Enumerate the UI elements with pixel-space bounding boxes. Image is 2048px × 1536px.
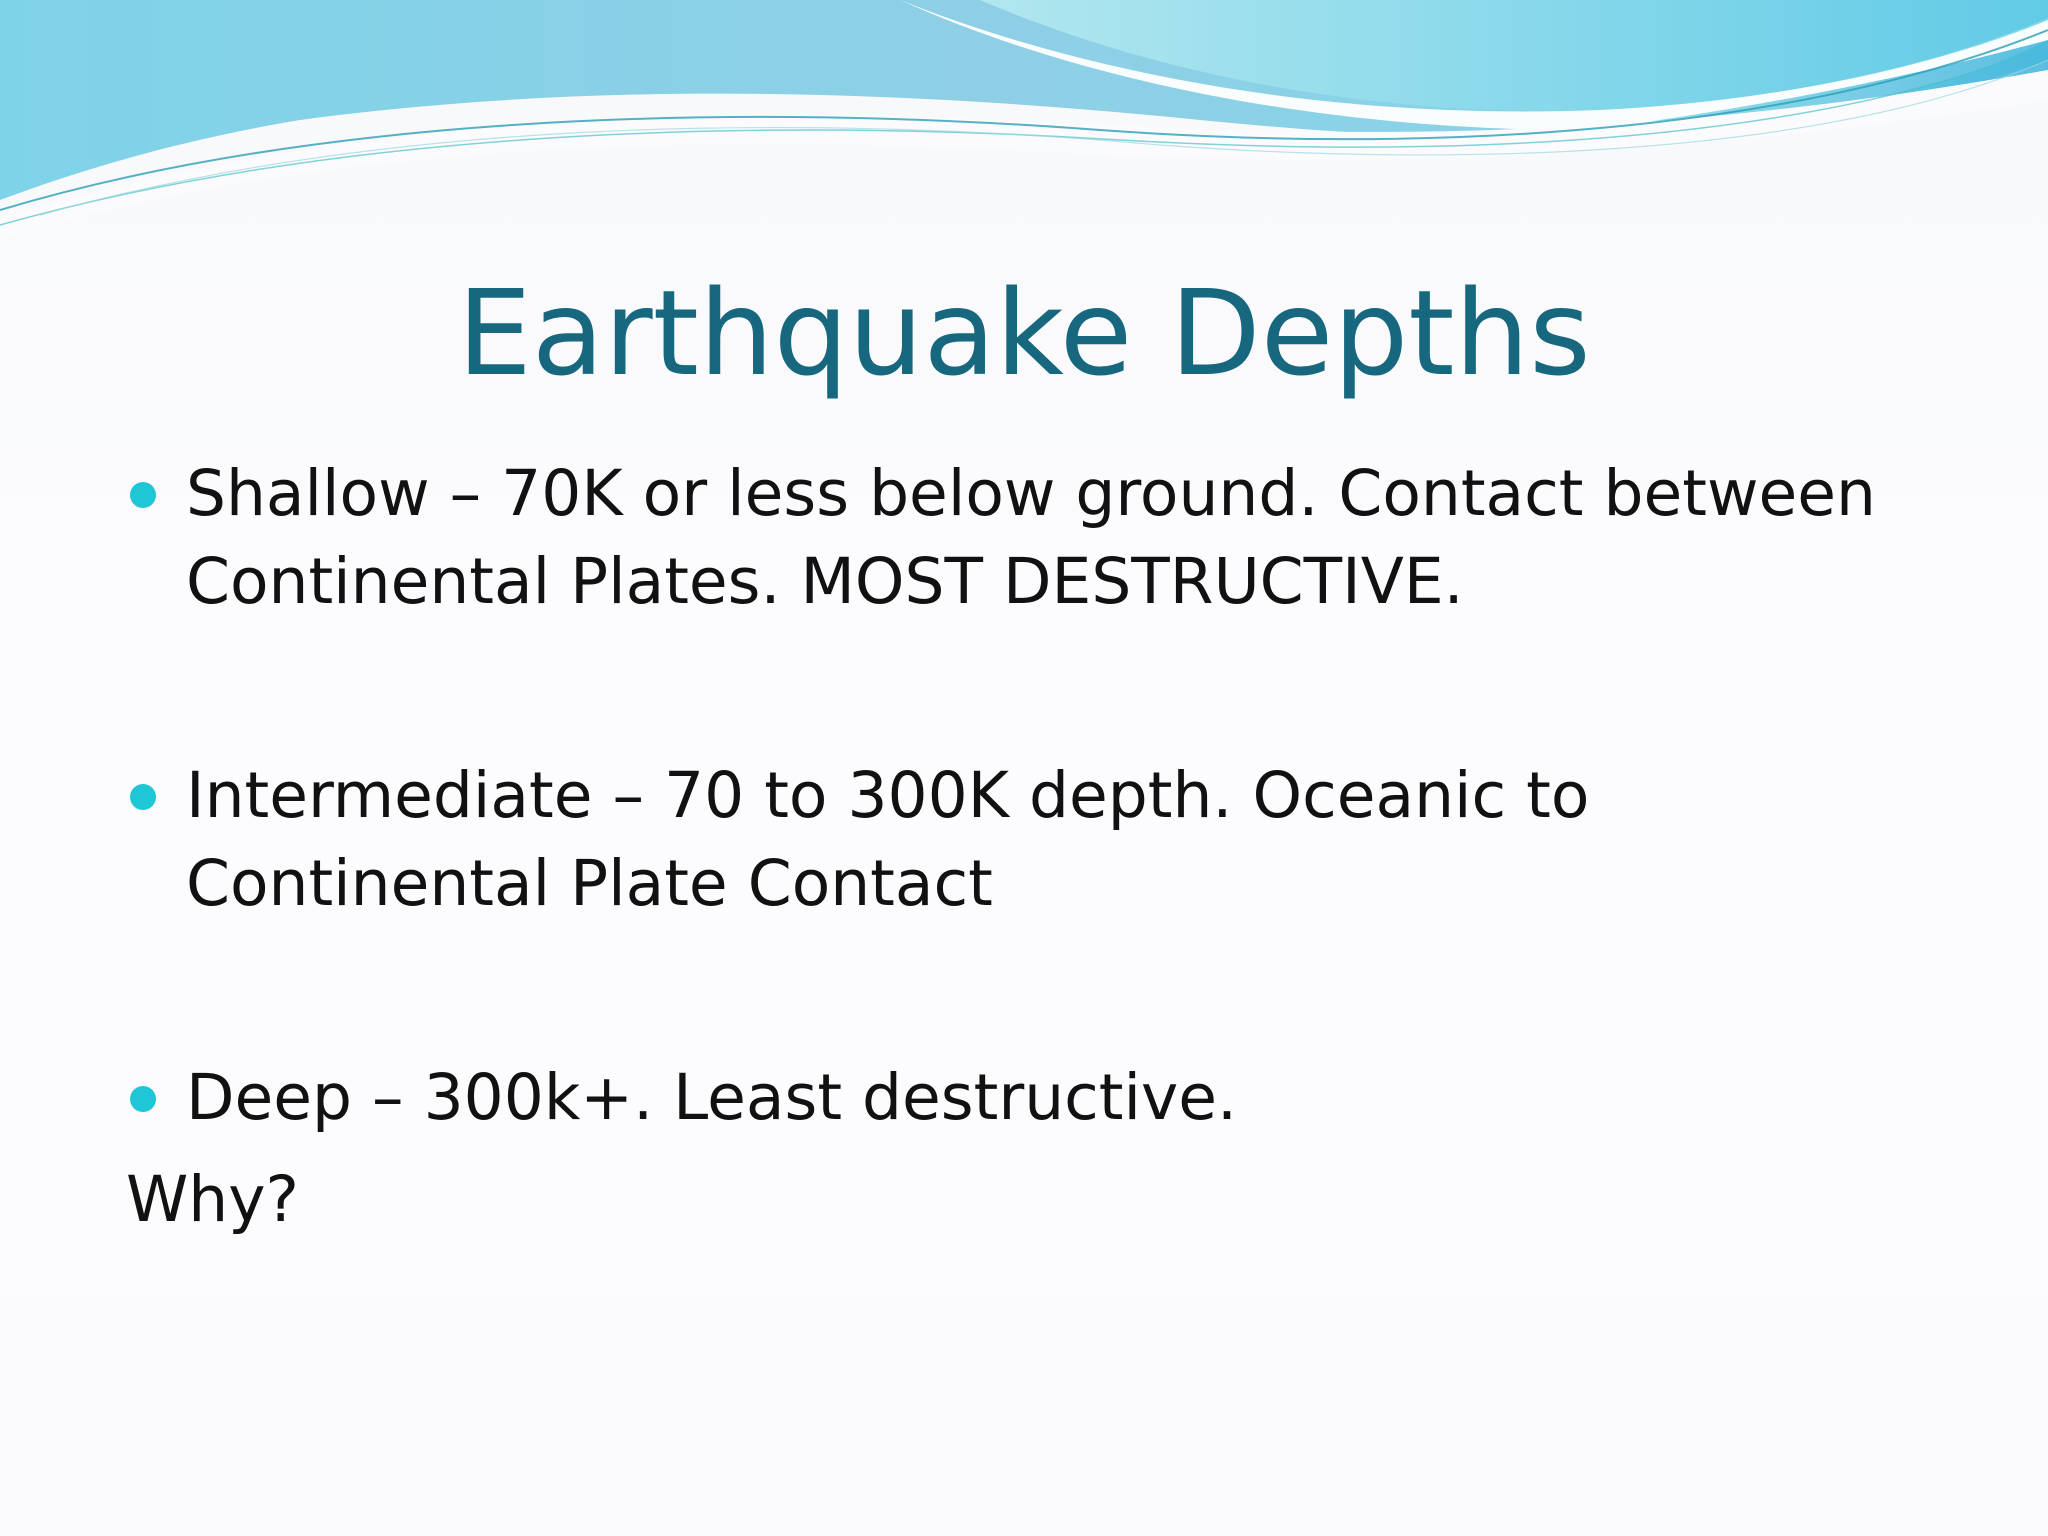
bullet-deep: [126, 1054, 1966, 1142]
bullet-list: [126, 450, 1966, 1142]
slide-title: Earthquake Depths: [457, 264, 1591, 402]
bullet-intermediate: [126, 752, 1966, 928]
bullet-text: Shallow – 70K or less below ground. Contact between Continental Plates. MOST DESTRUCTIVE.: [186, 457, 1876, 618]
bullet-dot-icon: [130, 784, 156, 810]
question-text: Why?: [126, 1163, 299, 1236]
bullet-dot-icon: [130, 482, 156, 508]
wave-banner-decoration: [0, 0, 2048, 240]
bullet-text: Intermediate – 70 to 300K depth. Oceanic to Continental Plate Contact: [186, 759, 1590, 920]
bullet-text: Deep – 300k+. Least destructive.: [186, 1061, 1238, 1134]
bullet-shallow: [126, 450, 1966, 626]
bullet-dot-icon: [130, 1086, 156, 1112]
